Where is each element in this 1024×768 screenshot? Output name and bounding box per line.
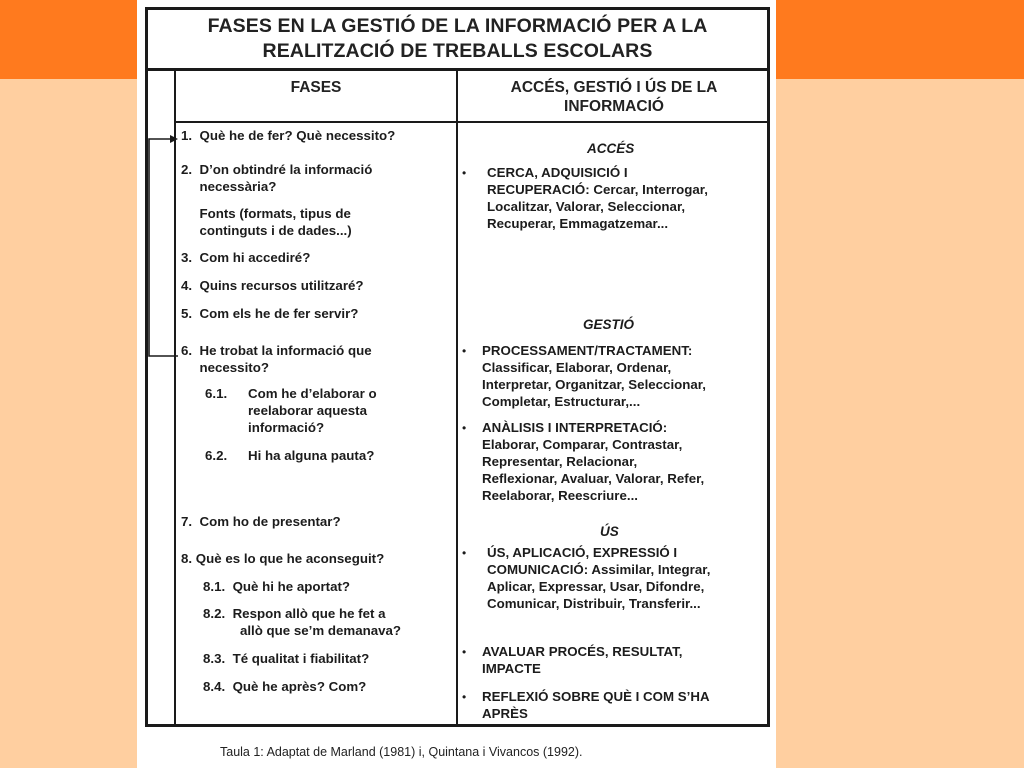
us-line-4: Comunicar, Distribuir, Transferir... bbox=[487, 596, 701, 611]
avaluar-line-2: IMPACTE bbox=[482, 661, 541, 676]
phase-8-4: 8.4. Què he après? Com? bbox=[203, 679, 367, 694]
bullet-icon: • bbox=[462, 645, 467, 659]
gestio-processament-line-3: Interpretar, Organitzar, Seleccionar, bbox=[482, 377, 706, 392]
acces-line-1: CERCA, ADQUISICIÓ I bbox=[487, 165, 628, 180]
section-acces: ACCÉS bbox=[587, 141, 635, 156]
gestio-analisis-line-5: Reelaborar, Reescriure... bbox=[482, 488, 638, 503]
phase-6-2-text: Hi ha alguna pauta? bbox=[248, 448, 375, 463]
bullet-icon: • bbox=[462, 421, 467, 435]
phase-8-2-line-1: 8.2. Respon allò que he fet a bbox=[203, 606, 386, 621]
us-line-2: COMUNICACIÓ: Assimilar, Integrar, bbox=[487, 562, 711, 577]
reflexio-line-2: APRÈS bbox=[482, 706, 528, 721]
phase-8-3: 8.3. Té qualitat i fiabilitat? bbox=[203, 651, 370, 666]
phase-3: 3. Com hi accediré? bbox=[181, 250, 311, 265]
gestio-analisis-line-3: Representar, Relacionar, bbox=[482, 454, 638, 469]
phase-5: 5. Com els he de fer servir? bbox=[181, 306, 359, 321]
phase-8-2-line-2: allò que se’m demanava? bbox=[203, 623, 402, 638]
bullet-icon: • bbox=[462, 690, 467, 704]
bullet-icon: • bbox=[462, 344, 467, 358]
gestio-processament-line-2: Classificar, Elaborar, Ordenar, bbox=[482, 360, 672, 375]
gestio-processament-line-4: Completar, Estructurar,... bbox=[482, 394, 641, 409]
phase-2-line-2: necessària? bbox=[181, 179, 277, 194]
phase-6-line-1: 6. He trobat la informació que bbox=[181, 343, 372, 358]
bullet-icon: • bbox=[462, 546, 467, 560]
phase-8-1: 8.1. Què hi he aportat? bbox=[203, 579, 351, 594]
phase-6-line-2: necessito? bbox=[181, 360, 269, 375]
phase-2-line-1: 2. D’on obtindré la informació bbox=[181, 162, 373, 177]
bullet-icon: • bbox=[462, 166, 467, 180]
gestio-analisis-line-4: Reflexionar, Avaluar, Valorar, Refer, bbox=[482, 471, 705, 486]
col-header-fases: FASES bbox=[290, 79, 342, 96]
acces-line-4: Recuperar, Emmagatzemar... bbox=[487, 216, 669, 231]
phase-6-1-number: 6.1. bbox=[205, 386, 228, 401]
phase-6-1-line-3: informació? bbox=[248, 420, 325, 435]
phase-6-1-line-1: Com he d’elaborar o bbox=[248, 386, 377, 401]
gestio-processament-line-1: PROCESSAMENT/TRACTAMENT: bbox=[482, 343, 693, 358]
us-line-3: Aplicar, Expressar, Usar, Difondre, bbox=[487, 579, 705, 594]
section-gestio: GESTIÓ bbox=[583, 317, 635, 332]
section-us: ÚS bbox=[600, 524, 619, 539]
title-line-1: FASES EN LA GESTIÓ DE LA INFORMACIÓ PER A LA bbox=[207, 15, 708, 37]
phase-1: 1. Què he de fer? Què necessito? bbox=[181, 128, 396, 143]
phase-8: 8. Què es lo que he aconseguit? bbox=[181, 551, 385, 566]
gestio-analisis-line-1: ANÀLISIS I INTERPRETACIÓ: bbox=[482, 420, 668, 435]
title-line-2: REALITZACIÓ DE TREBALLS ESCOLARS bbox=[262, 40, 653, 62]
phase-4: 4. Quins recursos utilitzaré? bbox=[181, 278, 364, 293]
table-caption: Taula 1: Adaptat de Marland (1981) i, Quintana i Vivancos (1992). bbox=[220, 745, 583, 759]
phase-2-fonts-line-1: Fonts (formats, tipus de bbox=[181, 206, 351, 221]
phase-6-1-line-2: reelaborar aquesta bbox=[248, 403, 367, 418]
phase-7: 7. Com ho de presentar? bbox=[181, 514, 341, 529]
reflexio-line-1: REFLEXIÓ SOBRE QUÈ I COM S’HA bbox=[482, 689, 710, 704]
col-header-right-line-1: ACCÉS, GESTIÓ I ÚS DE LA bbox=[510, 79, 718, 96]
phase-6-2-number: 6.2. bbox=[205, 448, 228, 463]
acces-line-3: Localitzar, Valorar, Seleccionar, bbox=[487, 199, 686, 214]
col-header-right-line-2: INFORMACIÓ bbox=[564, 98, 664, 115]
acces-line-2: RECUPERACIÓ: Cercar, Interrogar, bbox=[487, 182, 708, 197]
avaluar-line-1: AVALUAR PROCÉS, RESULTAT, bbox=[482, 644, 683, 659]
phase-2-fonts-line-2: continguts i de dades...) bbox=[181, 223, 352, 238]
us-line-1: ÚS, APLICACIÓ, EXPRESSIÓ I bbox=[487, 545, 678, 560]
gestio-analisis-line-2: Elaborar, Comparar, Contrastar, bbox=[482, 437, 683, 452]
